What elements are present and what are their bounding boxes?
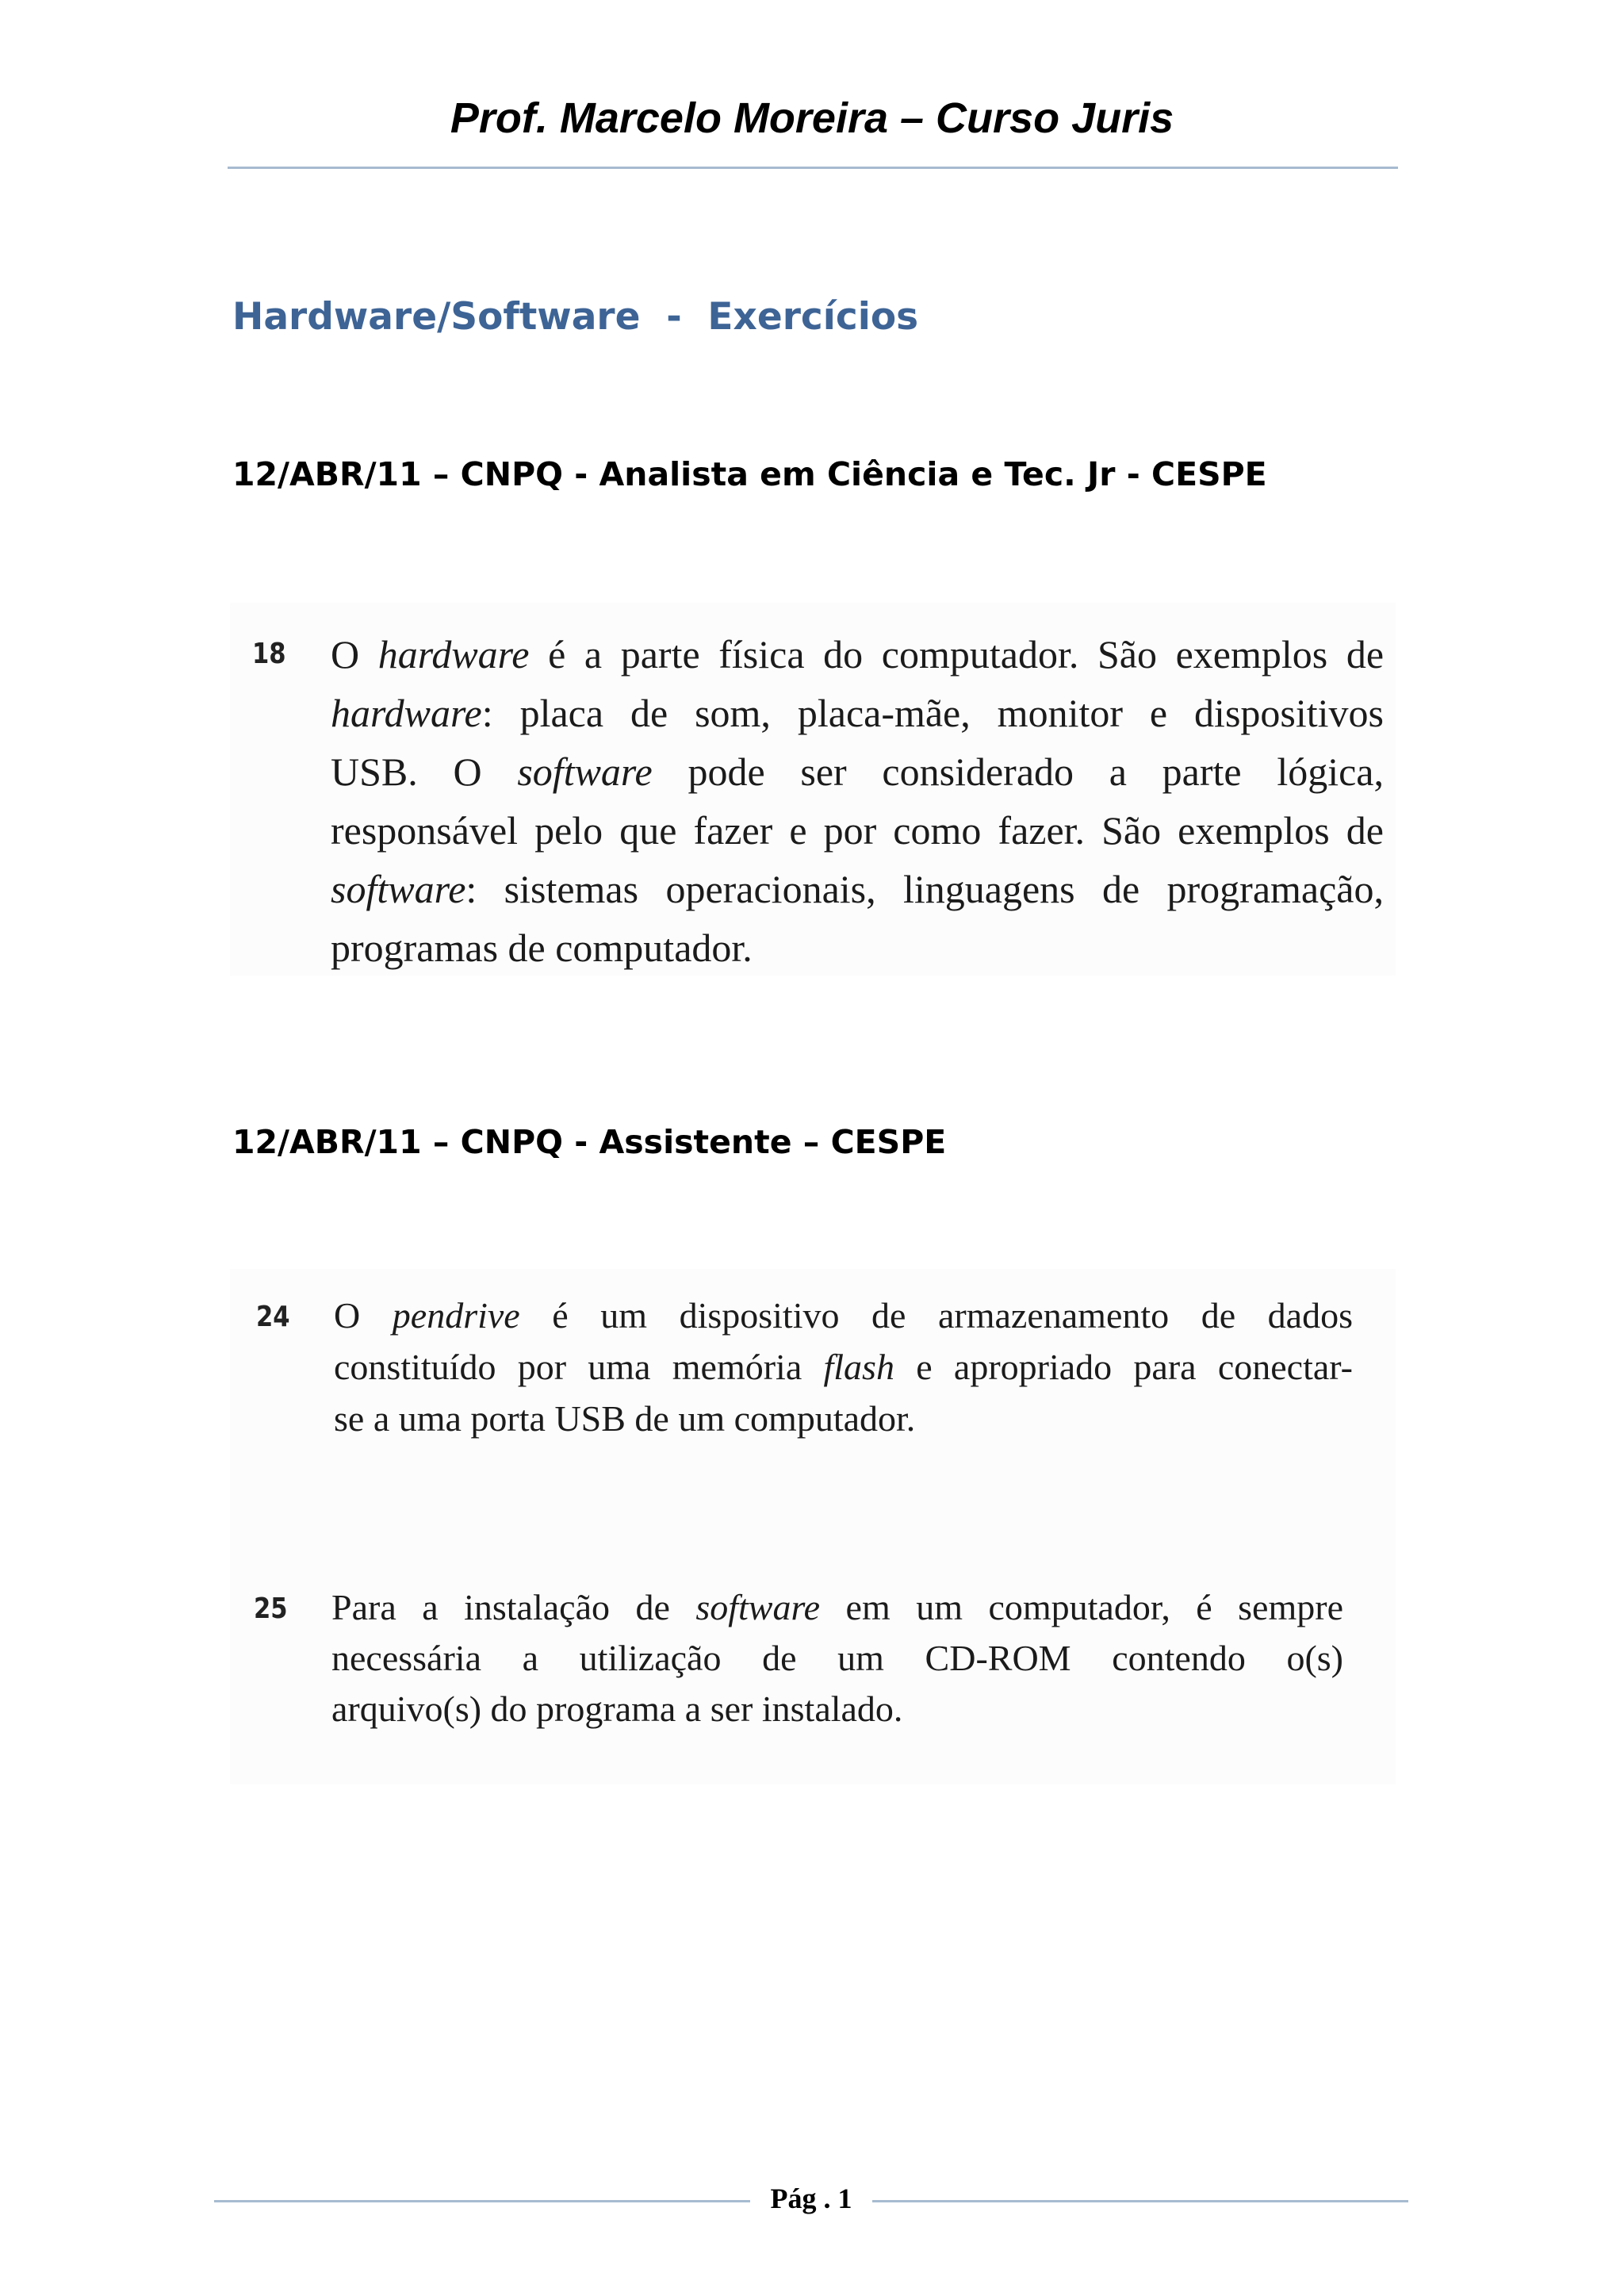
question-text-line: necessária a utilização de um CD-ROM contendo o(s)	[331, 1638, 1343, 1678]
question-text-24	[334, 1290, 1353, 1444]
footer-divider-left	[214, 2200, 750, 2202]
emphasized-term: flash	[823, 1347, 894, 1387]
emphasized-term: hardware	[377, 632, 530, 677]
question-text-line: responsável pelo que fazer e por como fazer. São exemplos de	[331, 808, 1384, 853]
exam-heading-analista: 12/ABR/11 – CNPQ - Analista em Ciência e Tec. Jr - CESPE	[232, 455, 1267, 493]
question-number: 24	[256, 1301, 290, 1333]
page-header-title: Prof. Marcelo Moreira – Curso Juris	[450, 94, 1174, 142]
question-text-line: O pendrive é um dispositivo de armazenamento de dados	[334, 1295, 1353, 1336]
emphasized-term: pendrive	[392, 1295, 520, 1336]
question-text-line: arquivo(s) do programa a ser instalado.	[331, 1688, 903, 1729]
question-text-line: programas de computador.	[331, 926, 753, 970]
emphasized-term: software	[695, 1587, 821, 1627]
question-text-line: O hardware é a parte física do computador. São exemplos de	[331, 632, 1385, 677]
question-number: 18	[252, 638, 286, 670]
question-text-25	[331, 1582, 1343, 1734]
section-title: Hardware/Software - Exercícios	[232, 295, 919, 339]
question-text-line: software: sistemas operacionais, linguagens de programação,	[331, 867, 1384, 911]
exam-heading-assistente: 12/ABR/11 – CNPQ - Assistente – CESPE	[232, 1123, 947, 1161]
question-text-line: hardware: placa de som, placa-mãe, monitor e dispositivos	[331, 691, 1384, 735]
question-number: 25	[254, 1593, 288, 1625]
header-divider	[228, 167, 1398, 169]
question-text-line: se a uma porta USB de um computador.	[334, 1398, 916, 1439]
footer-divider-right	[872, 2200, 1408, 2202]
emphasized-term: software	[517, 749, 653, 794]
question-text-line: constituído por uma memória flash e apropriado para conectar-	[334, 1347, 1353, 1387]
question-text-line: USB. O software pode ser considerado a parte lógica,	[331, 749, 1384, 794]
emphasized-term: hardware	[331, 691, 482, 735]
page-number: Pág . 1	[770, 2183, 852, 2214]
question-text-line: Para a instalação de software em um computador, é sempre	[331, 1587, 1343, 1627]
question-text-18	[331, 625, 1384, 977]
emphasized-term: software	[331, 867, 466, 911]
